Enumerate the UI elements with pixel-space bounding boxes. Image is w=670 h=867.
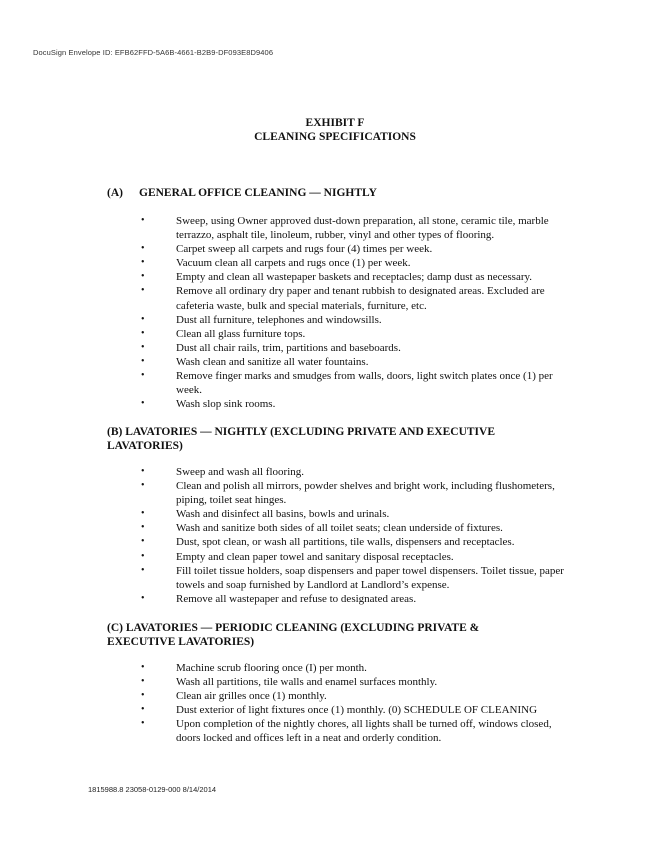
bullet-icon: • [141,285,145,297]
list-item-text: Empty and clean paper towel and sanitary disposal receptacles. [176,550,454,563]
list-item [0,256,576,270]
bullet-icon: • [141,215,145,226]
list-item [0,717,576,745]
bullet-icon: • [141,480,145,492]
list-item-text: Clean and polish all mirrors, powder shelves and bright work, including flushometers, piping, toilet seat hinges. [176,480,555,507]
list-item [0,703,576,717]
list-item-text: Remove finger marks and smudges from walls, doors, light switch plates once (1) per week. [176,370,553,397]
list-item-text: Remove all ordinary dry paper and tenant rubbish to designated areas. Excluded are cafeteria waste, bulk and special materials, furniture, etc. [176,285,545,312]
list-item [0,397,576,411]
bullet-icon: • [141,398,145,410]
section-b-list [0,465,576,606]
list-item [0,564,576,592]
bullet-icon: • [141,536,145,548]
list-item [0,592,576,606]
bullet-icon: • [141,564,145,576]
list-item [0,689,576,703]
exhibit-subtitle: CLEANING SPECIFICATIONS [254,131,416,143]
list-item [0,550,576,564]
bullet-icon: • [141,355,145,367]
list-item-text: Wash and sanitize both sides of all toilet seats; clean underside of fixtures. [176,522,503,535]
section-a-list [0,214,576,411]
list-item-text: Carpet sweep all carpets and rugs four (4) times per week. [176,243,433,256]
list-item [0,284,576,312]
list-item-text: Dust exterior of light fixtures once (1) monthly. (0) SCHEDULE OF CLEANING [176,704,538,717]
list-item-text: Wash slop sink rooms. [176,398,276,411]
list-item-text: Dust, spot clean, or wash all partitions, tile walls, dispensers and receptacles. [176,536,515,549]
list-item [0,313,576,327]
bullet-icon: • [141,704,145,716]
list-item-text: Wash and disinfect all basins, bowls and urinals. [176,508,390,521]
bullet-icon: • [141,718,145,730]
bullet-icon: • [141,676,145,688]
bullet-icon: • [141,327,145,339]
section-c-title: (C) LAVATORIES — PERIODIC CLEANING (EXCLUDING PRIVATE & EXECUTIVE LAVATORIES) [107,622,480,648]
list-item-text: Vacuum clean all carpets and rugs once (1) per week. [176,257,411,270]
bullet-icon: • [141,313,145,325]
list-item [0,242,576,256]
bullet-icon: • [141,271,145,283]
list-item-text: Remove all wastepaper and refuse to designated areas. [176,592,417,605]
list-item-text: Machine scrub flooring once (I) per month. [176,662,367,674]
list-item [0,479,576,507]
section-a-title: GENERAL OFFICE CLEANING — NIGHTLY [139,187,377,199]
list-item-text: Sweep and wash all flooring. [176,466,304,478]
list-item-text: Wash clean and sanitize all water fountains. [176,355,369,368]
list-item-text: Wash all partitions, tile walls and enamel surfaces monthly. [176,676,438,689]
section-b-title: (B) LAVATORIES — NIGHTLY (EXCLUDING PRIVATE AND EXECUTIVE LAVATORIES) [107,426,496,452]
list-item-text: Upon completion of the nightly chores, all lights shall be turned off, windows closed, doors locked and offices left in a neat and orderly condition. [176,718,552,745]
bullet-icon: • [141,243,145,255]
section-c-list [0,661,576,746]
list-item-text: Clean air grilles once (1) monthly. [176,690,327,703]
bullet-icon: • [141,466,145,477]
list-item-text: Clean all glass furniture tops. [176,327,306,340]
bullet-icon: • [141,341,145,353]
bullet-icon: • [141,592,145,604]
list-item [0,507,576,521]
bullet-icon: • [141,690,145,702]
list-item [0,341,576,355]
section-a-label: (A) [107,187,123,199]
list-item [0,465,576,479]
exhibit-title: EXHIBIT F [305,117,365,129]
list-item [0,327,576,341]
docusign-envelope-id: DocuSign Envelope ID: EFB62FFD-5A6B-4661-B2B9-DF093E8D9406 [33,48,274,57]
list-item-text: Sweep, using Owner approved dust-down preparation, all stone, ceramic tile, marble terrazzo, asphalt tile, linoleum, rubber, vinyl and other types of flooring. [176,215,549,242]
list-item-text: Empty and clean all wastepaper baskets and receptacles; damp dust as necessary. [176,271,533,284]
bullet-icon: • [141,257,145,269]
list-item [0,521,576,535]
list-item [0,535,576,549]
list-item [0,369,576,397]
bullet-icon: • [141,508,145,520]
bullet-icon: • [141,662,145,673]
list-item-text: Dust all furniture, telephones and windowsills. [176,313,382,326]
list-item-text: Fill toilet tissue holders, soap dispensers and paper towel dispensers. Toilet tissue, paper towels and soap furnished by Landlord at Landlord’s expense. [176,564,564,591]
list-item [0,355,576,369]
document-reference: 1815988.8 23058-0129-000 8/14/2014 [88,785,217,794]
list-item [0,214,576,242]
list-item [0,661,576,675]
list-item [0,270,576,284]
list-item [0,675,576,689]
list-item-text: Dust all chair rails, trim, partitions and baseboards. [176,341,401,354]
bullet-icon: • [141,522,145,534]
bullet-icon: • [141,370,145,382]
bullet-icon: • [141,550,145,562]
